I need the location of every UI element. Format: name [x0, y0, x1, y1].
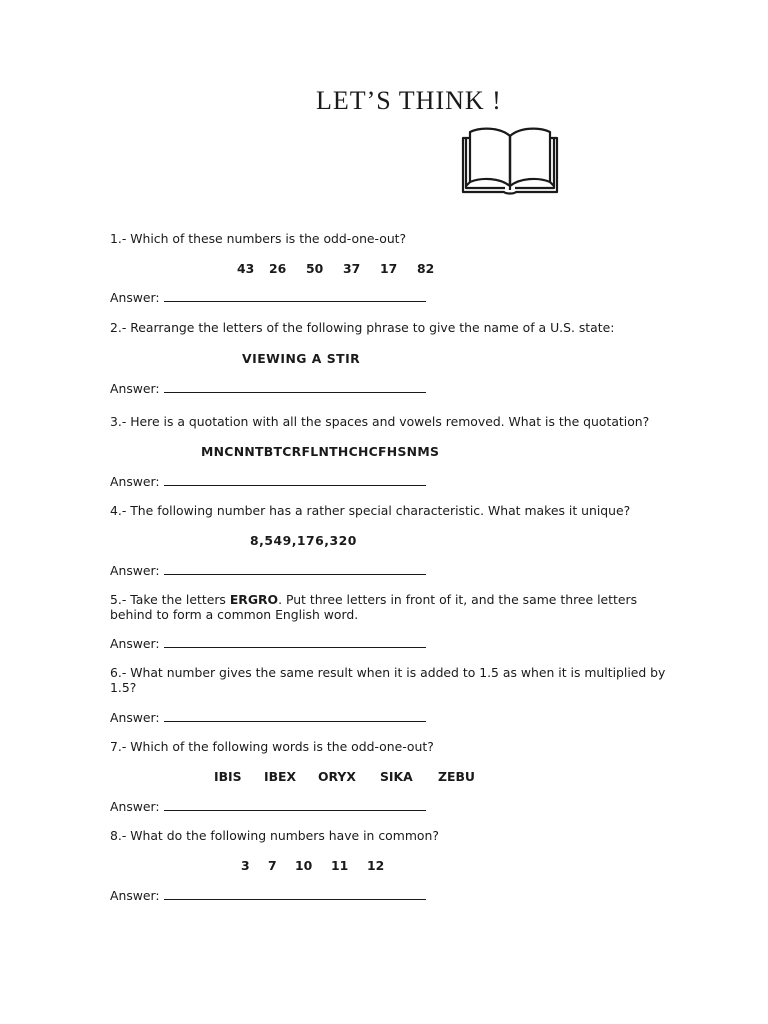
list-item: 17 — [380, 261, 398, 276]
answer-blank[interactable] — [164, 799, 426, 811]
question-2-phrase: VIEWING A STIR — [242, 351, 361, 366]
question-8-numbers — [241, 858, 384, 873]
answer-line-8[interactable]: Answer: — [110, 888, 426, 903]
answer-line-2[interactable]: Answer: — [110, 381, 426, 396]
question-3: 3.- Here is a quotation with all the spaces and vowels removed. What is the quotation? — [110, 414, 650, 429]
answer-blank[interactable] — [164, 381, 426, 393]
answer-blank[interactable] — [164, 888, 426, 900]
list-item: IBEX — [264, 769, 297, 784]
list-item: 10 — [295, 858, 313, 873]
answer-blank[interactable] — [164, 636, 426, 648]
answer-blank[interactable] — [164, 563, 426, 575]
answer-blank[interactable] — [164, 474, 426, 486]
answer-line-4[interactable]: Answer: — [110, 563, 426, 578]
list-item: IBIS — [214, 769, 242, 784]
answer-line-6[interactable]: Answer: — [110, 710, 426, 725]
question-7: 7.- Which of the following words is the odd-one-out? — [110, 739, 434, 754]
list-item: 3 — [241, 858, 250, 873]
list-item: SIKA — [380, 769, 413, 784]
list-item: 7 — [268, 858, 277, 873]
list-item: 11 — [331, 858, 349, 873]
answer-blank[interactable] — [164, 710, 426, 722]
answer-line-5[interactable]: Answer: — [110, 636, 426, 651]
list-item: 82 — [417, 261, 435, 276]
list-item: ZEBU — [438, 769, 475, 784]
answer-line-1[interactable]: Answer: — [110, 290, 426, 305]
list-item: 37 — [343, 261, 361, 276]
question-2: 2.- Rearrange the letters of the following phrase to give the name of a U.S. state: — [110, 320, 615, 335]
list-item: 43 — [237, 261, 255, 276]
question-5: 5.- Take the letters ERGRO. Put three letters in front of it, and the same three letters behind to form a common English word. — [110, 592, 638, 622]
open-book-icon — [460, 124, 560, 196]
list-item: ORYX — [318, 769, 356, 784]
question-3-phrase: MNCNNTBTCRFLNTHCHCFHSNMS — [201, 444, 440, 459]
question-4: 4.- The following number has a rather special characteristic. What makes it unique? — [110, 503, 631, 518]
highlighted-letters: ERGRO — [229, 592, 279, 607]
answer-line-7[interactable]: Answer: — [110, 799, 426, 814]
list-item: 26 — [269, 261, 287, 276]
question-1-numbers — [237, 261, 434, 276]
question-1: 1.- Which of these numbers is the odd-one-out? — [110, 231, 407, 246]
answer-line-3[interactable]: Answer: — [110, 474, 426, 489]
page-title: LET’S THINK ! — [316, 86, 502, 115]
question-6: 6.- What number gives the same result when it is added to 1.5 as when it is multiplied by 1.5? — [110, 665, 666, 695]
question-7-words — [214, 769, 475, 784]
answer-blank[interactable] — [164, 290, 426, 302]
list-item: 50 — [306, 261, 324, 276]
list-item: 12 — [367, 858, 385, 873]
question-4-number: 8,549,176,320 — [250, 533, 357, 548]
question-8: 8.- What do the following numbers have in common? — [110, 828, 439, 843]
